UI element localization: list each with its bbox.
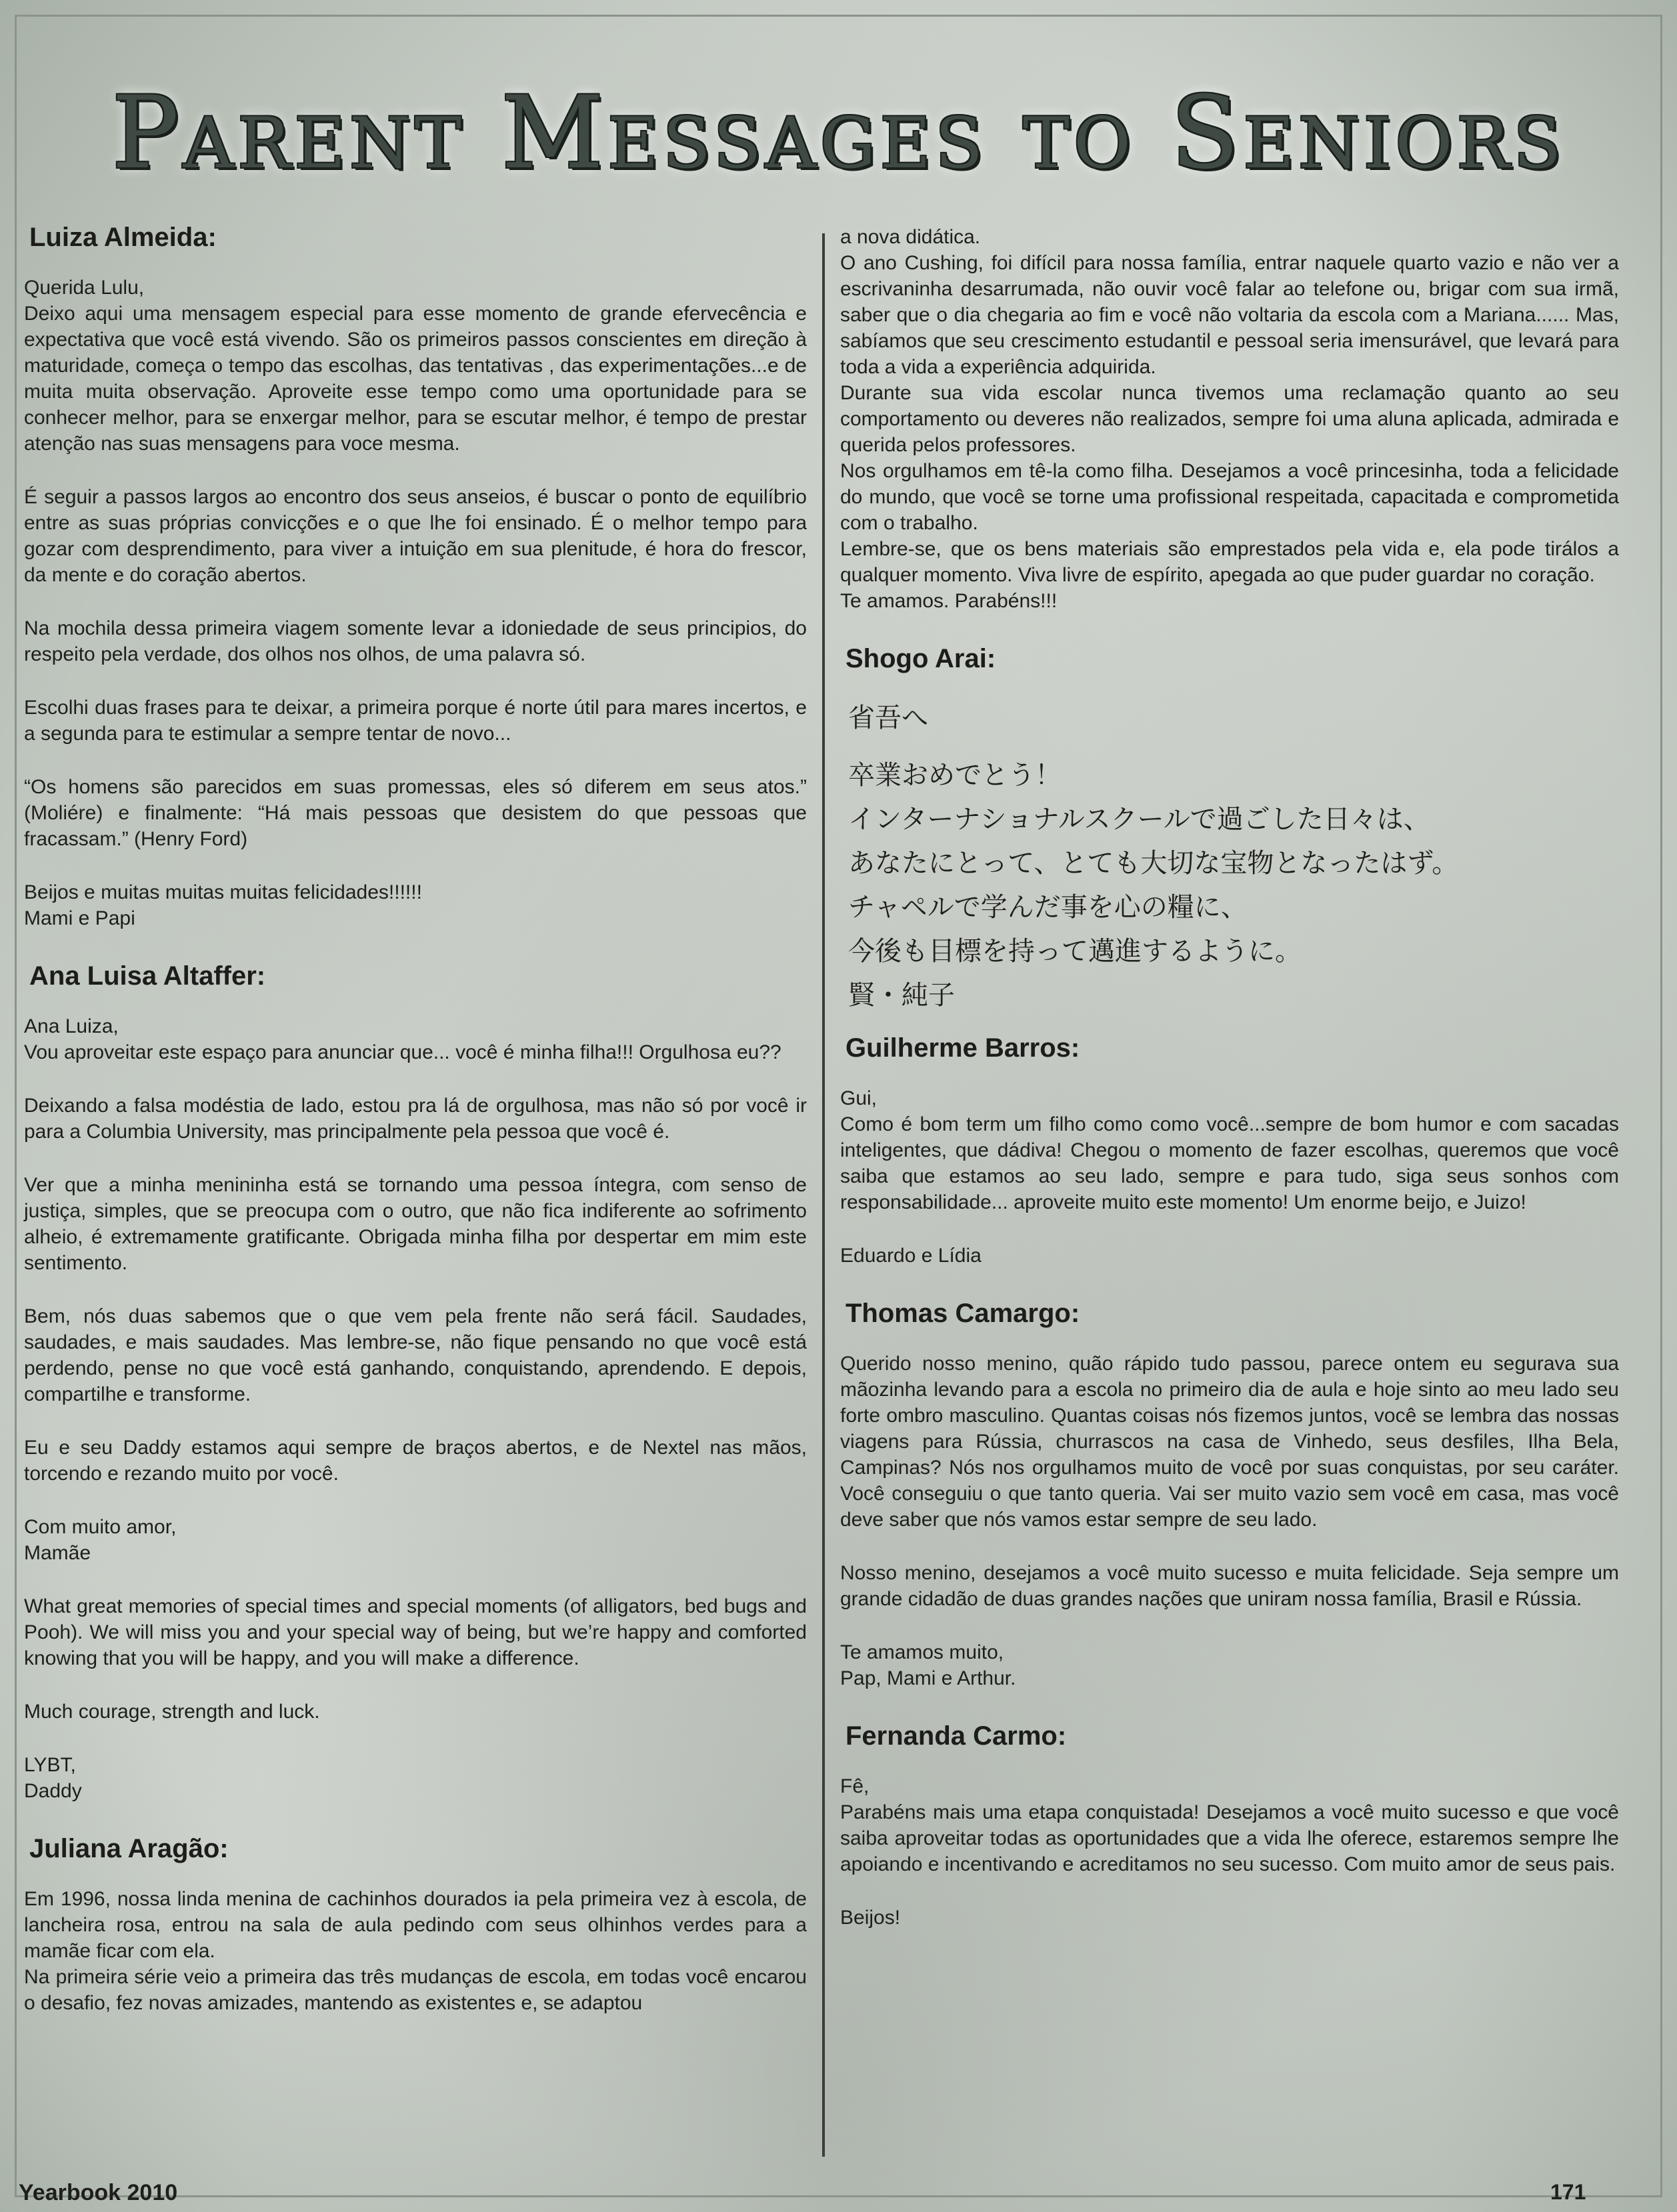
message-juliana-aragao xyxy=(21,1831,807,2016)
page-title: Parent Messages to Seniors xyxy=(111,75,1566,191)
message-thomas-camargo xyxy=(837,1296,1619,1691)
left-column xyxy=(21,220,807,2159)
message-paragraph: Much courage, strength and luck. xyxy=(24,1701,320,1723)
message-paragraph: Ana Luiza, Vou aproveitar este espaço para anunciar que... você é minha filha!!! Orgulhosa eu?? xyxy=(24,1015,781,1063)
message-paragraph: Escolhi duas frases para te deixar, a primeira porque é norte útil para mares incertos, e a segunda para te estimular a sempre tentar de novo... xyxy=(24,697,807,745)
message-paragraph: What great memories of special times and special moments (of alligators, bed bugs and Pooh). We will miss you and your special way of being, but we’re happy and comforted knowing that you will be happy, and you will make a difference. xyxy=(24,1595,807,1669)
message-name: Shogo Arai: xyxy=(846,644,996,673)
message-name: Fernanda Carmo: xyxy=(846,1721,1067,1751)
message-paragraph: Gui, Como é bom term um filho como como você...sempre de bom humor e com sacadas inteligentes, que dádiva! Chegou o momento de fazer escolhas, queremos que você saiba que estamos ao seu lado, sempre e para tudo, siga seus sonhos com responsabilidade... aproveite muito este momento! Um enorme beijo, e Juizo! xyxy=(840,1087,1619,1213)
message-signature: Beijos e muitas muitas muitas felicidades!!!!!! Mami e Papi xyxy=(24,881,422,929)
message-name: Luiza Almeida: xyxy=(29,223,217,252)
message-signature: Eduardo e Lídia xyxy=(840,1245,982,1267)
page-number: 171 xyxy=(1550,2180,1586,2204)
message-juliana-continued: a nova didática. O ano Cushing, foi difícil para nossa família, entrar naquele quarto vazio e não ver a escrivaninha desarrumada, não ouvir você falar ao telefone ou, brigar com sua irmã, saber que o dia chegaria ao fim e você não voltaria da escola com a Mariana...... Mas, sabíamos que seu crescimento estudantil e pessoal seria imensurável, que levará para toda a vida a experiência adquirida. Durante sua vida escolar nunca tivemos uma reclamação quanto ao seu comportamento ou deveres não realizados, sempre foi uma aluna aplicada, admirada e querida pelos professores. Nos orgulhamos em tê-la como filha. Desejamos a você princesinha, toda a felicidade do mundo, que você se torne uma profissional respeitada, capacitada e comprometida com o trabalho. Lembre-se, que os bens materiais são emprestados pela vida e, ela pode tirálos a qualquer momento. Viva livre de espírito, apegada ao que puder guardar no coração. Te amamos. Parabéns!!! xyxy=(840,226,1619,612)
message-paragraph: Nosso menino, desejamos a você muito sucesso e muita felicidade. Seja sempre um grande cidadão de duas grandes nações que uniram nossa família, Brasil e Rússia. xyxy=(840,1562,1619,1610)
message-name: Guilherme Barros: xyxy=(846,1033,1080,1063)
message-paragraph: Bem, nós duas sabemos que o que vem pela frente não será fácil. Saudades, saudades, e mais saudades. Mas lembre-se, não fique pensando no que você está perdendo, pense no que você está ganhando, conquistando, aprendendo. E depois, compartilhe e transforme. xyxy=(24,1305,807,1405)
message-ana-luisa-altaffer xyxy=(21,959,807,1804)
message-paragraph: Querida Lulu, Deixo aqui uma mensagem especial para esse momento de grande efervecência e expectativa que você está vivendo. São os primeiros passos conscientes em direção à maturidade, começa o tempo das escolhas, das tentativas , das experimentações...e de muita muita observação. Aproveite esse tempo como uma oportunidade para se conhecer melhor, para se enxergar melhor, para se escutar melhor, é tempo de prestar atenção nas suas mensagens para voce mesma. xyxy=(24,277,807,455)
message-paragraph: Fê, Parabéns mais uma etapa conquistada! Desejamos a você muito sucesso e que você saiba aproveitar todas as oportunidades que a vida lhe oferece, estaremos sempre lhe apoiando e incentivando e acreditamos no seu sucesso. Com muito amor de seus pais. xyxy=(840,1775,1619,1875)
message-signature: Te amamos muito, Pap, Mami e Arthur. xyxy=(840,1641,1016,1689)
message-signature: Beijos! xyxy=(840,1907,901,1929)
message-shogo-arai xyxy=(837,641,1619,1017)
yearbook-label: Yearbook 2010 xyxy=(19,2180,178,2205)
message-name: Juliana Aragão: xyxy=(29,1834,229,1863)
message-paragraph: “Os homens são parecidos em suas promessas, eles só diferem em seus atos.” (Moliére) e finalmente: “Há mais pessoas que desistem do que pessoas que fracassam.” (Henry Ford) xyxy=(24,776,807,850)
message-paragraph: Querido nosso menino, quão rápido tudo passou, parece ontem eu segurava sua mãozinha levando para a escola no primeiro dia de aula e hoje sinto ao meu lado seu forte ombro masculino. Quantas coisas nós fizemos juntos, você se lembra das nossas viagens para Rússia, churrascos na casa de Vinhedo, seus desfiles, Ilha Bela, Campinas? Nós nos orgulhamos muito de você por suas conquistas, por seu caráter. Você conseguiu o que tanto queria. Vai ser muito vazio sem você em casa, mas você deve saber que nós vamos estar sempre de seu lado. xyxy=(840,1353,1619,1531)
message-fernanda-carmo xyxy=(837,1719,1619,1931)
message-paragraph: 卒業おめでとう！ インターナショナルスクールで過ごした日々は、 あなたにとって、とても大切な宝物となったはず。 チャペルで学んだ事を心の糧に、 今後も目標を持って邁進するように。 賢・純子 xyxy=(848,760,1459,1011)
message-luiza-almeida xyxy=(21,220,807,931)
message-paragraph: Em 1996, nossa linda menina de cachinhos dourados ia pela primeira vez à escola, de lancheira rosa, entrou na sala de aula pedindo com seus olhinhos verdes para a mamãe ficar com ela. Na primeira série veio a primeira das três mudanças de escola, em todas você encarou o desafio, fez novas amizades, mantendo as existentes e, se adaptou xyxy=(24,1888,807,2014)
message-name: Ana Luisa Altaffer: xyxy=(29,961,266,991)
message-paragraph: Eu e seu Daddy estamos aqui sempre de braços abertos, e de Nextel nas mãos, torcendo e rezando muito por você. xyxy=(24,1437,807,1485)
message-signature: LYBT, Daddy xyxy=(24,1754,82,1802)
message-paragraph: Na mochila dessa primeira viagem somente levar a idoniedade de seus principios, do respeito pela verdade, dos olhos nos olhos, de uma palavra só. xyxy=(24,617,807,665)
message-signature: Com muito amor, Mamãe xyxy=(24,1516,177,1564)
message-guilherme-barros xyxy=(837,1031,1619,1269)
message-name: Thomas Camargo: xyxy=(846,1299,1080,1328)
message-greeting: 省吾へ xyxy=(848,703,928,733)
message-paragraph: Deixando a falsa modéstia de lado, estou pra lá de orgulhosa, mas não só por você ir para a Columbia University, mas principalmente pela pessoa que você é. xyxy=(24,1095,807,1143)
right-column xyxy=(837,224,1619,2159)
message-paragraph: É seguir a passos largos ao encontro dos seus anseios, é buscar o ponto de equilíbrio entre as suas próprias convicções e o que lhe foi ensinado. É o melhor tempo para gozar com desprendimento, para viver a intuição em sua plenitude, é hora do frescor, da mente e do coração abertos. xyxy=(24,486,807,586)
column-divider xyxy=(822,233,825,2157)
message-paragraph: Ver que a minha menininha está se tornando uma pessoa íntegra, com senso de justiça, simples, que se preocupa com o outro, que não fica indiferente ao sofrimento alheio, é extremamente gratificante. Obrigada minha filha por despertar em mim este sentimento. xyxy=(24,1174,807,1274)
